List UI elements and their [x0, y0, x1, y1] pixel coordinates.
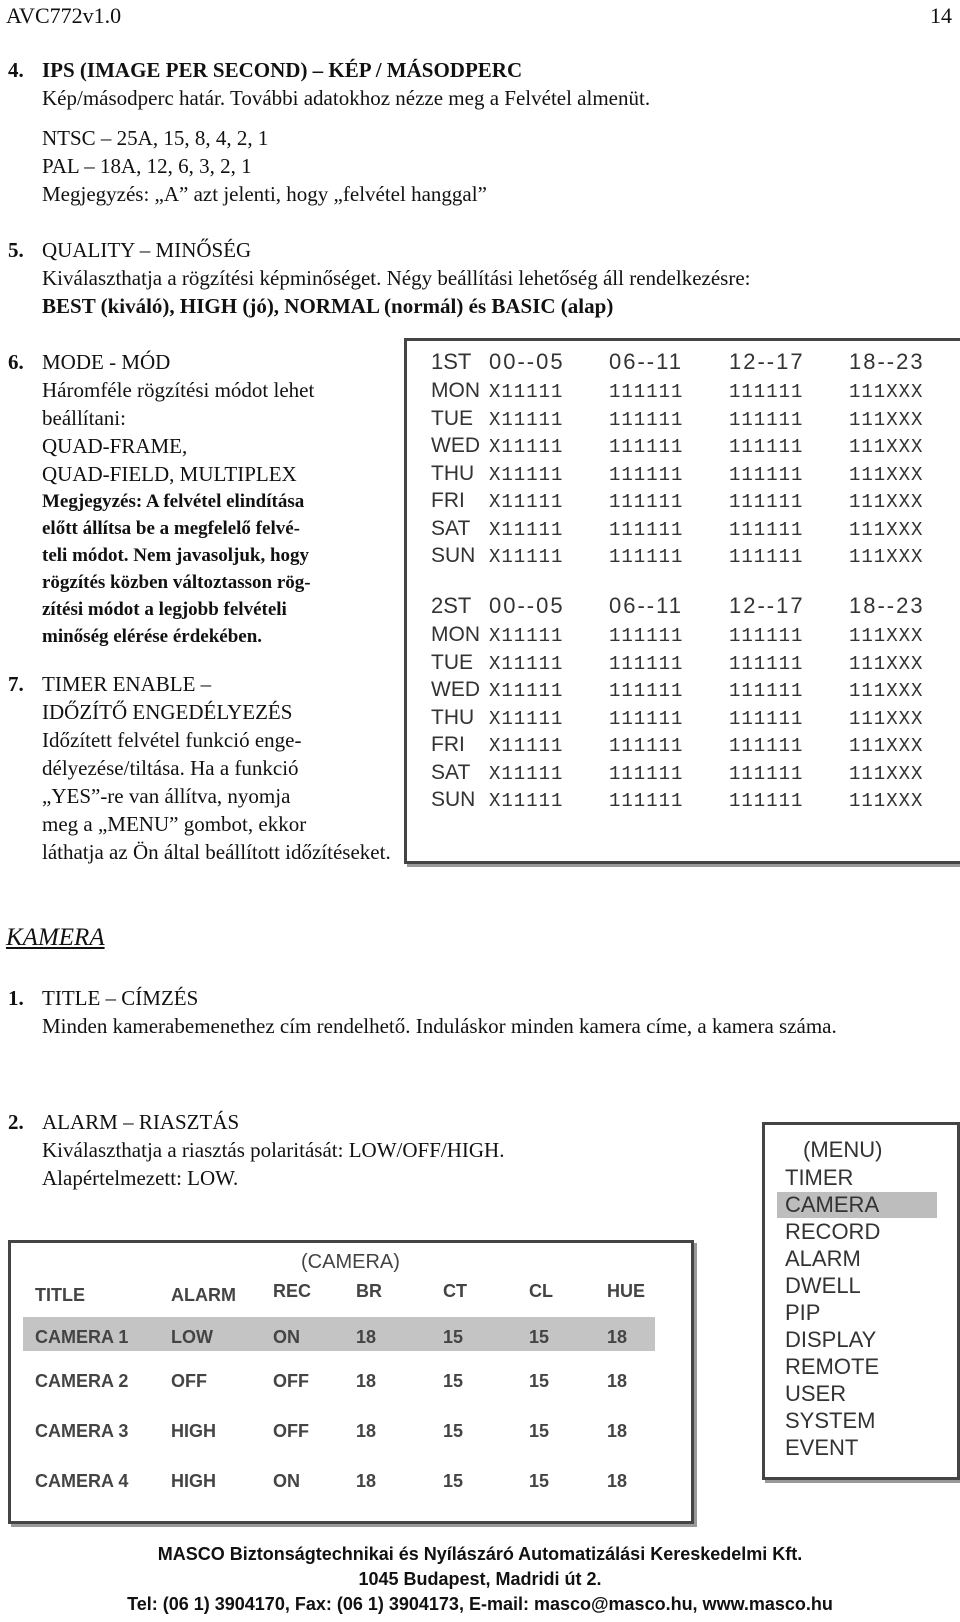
- menu-item-dwell: DWELL: [785, 1273, 861, 1298]
- menu-item-remote: REMOTE: [785, 1354, 880, 1379]
- sec7-line: Időzített felvétel funkció enge-: [42, 728, 302, 752]
- camera-table-cell: 18: [356, 1421, 377, 1441]
- timer-hour-group: 111111: [729, 491, 804, 513]
- footer-address: 1045 Budapest, Madridi út 2.: [358, 1569, 602, 1589]
- menu-item-timer: TIMER: [785, 1165, 854, 1190]
- timer-hour-group: 111111: [609, 625, 684, 647]
- timer-hour-group: 111111: [609, 463, 684, 486]
- timer-hour-group: 111111: [729, 625, 804, 647]
- timer-day-label: WED: [431, 434, 480, 457]
- camera-table-header: BR: [356, 1281, 382, 1301]
- sec5-options: BEST (kiváló), HIGH (jó), NORMAL (normál) és BASIC (alap): [42, 294, 614, 318]
- timer-day-label: TUE: [431, 406, 473, 430]
- camera-table-cell: OFF: [273, 1421, 309, 1441]
- timer-hour-group: 111111: [729, 762, 804, 785]
- camera-table-title: (CAMERA): [301, 1251, 400, 1273]
- sec7-number: 7.: [8, 672, 24, 696]
- timer-block-label: 1ST: [431, 349, 472, 374]
- timer-hour-group: 111111: [729, 408, 804, 431]
- timer-hour-range: 12--17: [729, 349, 805, 374]
- timer-hour-group: 111XXX: [849, 518, 924, 541]
- camera-table-cell: 18: [607, 1421, 628, 1441]
- timer-hour-group: 111XXX: [849, 652, 924, 675]
- timer-day-label: MON: [431, 623, 480, 646]
- timer-hour-group: X11111: [489, 625, 564, 647]
- camera-table-cell: HIGH: [171, 1421, 216, 1441]
- timer-hour-group: X11111: [489, 408, 564, 431]
- cam1-desc: Minden kamerabemenethez cím rendelhető. Induláskor minden kamera címe, a kamera száma.: [42, 1014, 837, 1038]
- camera-table-cell: 18: [607, 1327, 628, 1347]
- timer-day-row: [431, 678, 960, 702]
- sec6-line: QUAD-FIELD, MULTIPLEX: [42, 462, 297, 486]
- timer-day-row: [431, 379, 960, 403]
- camera-table-header: HUE: [607, 1281, 646, 1301]
- page-number: 14: [930, 3, 952, 28]
- timer-day-row: [431, 544, 960, 568]
- sec6-line: QUAD-FRAME,: [42, 434, 188, 458]
- timer-block-header: [431, 593, 960, 619]
- timer-day-row: [431, 788, 960, 812]
- timer-hour-group: X11111: [489, 436, 564, 458]
- sec7-line: meg a „MENU” gombot, ekkor: [42, 812, 307, 836]
- camera-table-cell: 15: [443, 1421, 464, 1441]
- camera-table-cell: 18: [356, 1327, 377, 1347]
- sec6-note-line: teli módot. Nem javasoljuk, hogy: [42, 545, 310, 566]
- sec6-line: Háromféle rögzítési módot lehet: [42, 378, 315, 402]
- camera-table-header: REC: [273, 1281, 312, 1301]
- timer-day-label: TUE: [431, 650, 473, 674]
- sec6-note-line: minőség elérése érdekében.: [42, 626, 263, 647]
- sec6-note-line: előtt állítsa be a megfelelő felvé-: [42, 518, 300, 539]
- sec4-number: 4.: [8, 58, 24, 82]
- sec7-title1: TIMER ENABLE –: [42, 672, 212, 696]
- timer-hour-group: 111111: [609, 652, 684, 675]
- camera-title-cell: CAMERA 4: [35, 1471, 129, 1491]
- timer-day-label: SAT: [431, 516, 471, 540]
- timer-day-row: [431, 761, 960, 785]
- sec7-line: „YES”-re van állítva, nyomja: [42, 784, 291, 808]
- timer-day-label: FRI: [431, 733, 465, 756]
- camera-table-cell: OFF: [171, 1371, 207, 1391]
- timer-day-row: [431, 434, 960, 458]
- timer-hour-group: X11111: [489, 790, 564, 812]
- timer-hour-group: 111XXX: [849, 680, 924, 702]
- timer-hour-group: 111111: [609, 408, 684, 431]
- timer-hour-group: 111111: [729, 652, 804, 675]
- timer-hour-group: 111111: [609, 518, 684, 541]
- timer-hour-group: 111XXX: [849, 463, 924, 486]
- camera-title-cell: CAMERA 2: [35, 1371, 129, 1391]
- camera-settings-screen: [8, 1240, 694, 1524]
- menu-item-record: RECORD: [785, 1219, 881, 1244]
- camera-table-cell: OFF: [273, 1371, 309, 1391]
- timer-day-label: THU: [431, 461, 475, 485]
- timer-hour-group: 111XXX: [849, 625, 924, 647]
- menu-item-pip: PIP: [785, 1300, 821, 1325]
- menu-item-display: DISPLAY: [785, 1327, 877, 1352]
- timer-hour-group: 111111: [609, 680, 684, 702]
- timer-hour-group: 111XXX: [849, 735, 924, 757]
- timer-day-row: [431, 489, 960, 513]
- sec4-ntsc: NTSC – 25A, 15, 8, 4, 2, 1: [42, 126, 269, 150]
- timer-hour-group: 111111: [729, 680, 804, 702]
- timer-hour-group: X11111: [489, 735, 564, 757]
- timer-hour-group: 111XXX: [849, 491, 924, 513]
- sec7-line: délyezése/tiltása. Ha a funkció: [42, 756, 299, 780]
- timer-hour-group: X11111: [489, 707, 564, 730]
- footer-contact: Tel: (06 1) 3904170, Fax: (06 1) 3904173, E-mail: masco@masco.hu, www.masco.hu: [127, 1594, 833, 1614]
- footer-company: MASCO Biztonságtechnikai és Nyílászáró Automatizálási Kereskedelmi Kft.: [157, 1544, 803, 1564]
- camera-table-cell: 15: [443, 1471, 464, 1491]
- sec6-note-line: Megjegyzés: A felvétel elindítása: [42, 491, 305, 512]
- cam2-desc1: Kiválaszthatja a riasztás polaritását: LOW/OFF/HIGH.: [42, 1138, 505, 1162]
- timer-day-row: [431, 651, 960, 675]
- sec4-title: IPS (IMAGE PER SECOND) – KÉP / MÁSODPERC: [42, 58, 523, 82]
- timer-day-label: SUN: [431, 544, 476, 567]
- timer-hour-group: 111111: [729, 790, 804, 812]
- camera-table-header: TITLE: [35, 1285, 85, 1305]
- menu-item-system: SYSTEM: [785, 1408, 876, 1433]
- timer-hour-group: 111111: [729, 707, 804, 730]
- timer-hour-group: 111111: [729, 436, 804, 458]
- timer-day-label: THU: [431, 705, 475, 729]
- timer-hour-range: 06--11: [609, 593, 683, 618]
- timer-hour-range: 18--23: [849, 349, 925, 374]
- sec7-line: láthatja az Ön által beállított időzítéseket.: [42, 840, 391, 864]
- timer-hour-group: 111111: [729, 463, 804, 486]
- camera-table-cell: 15: [443, 1327, 464, 1347]
- timer-hour-range: 12--17: [729, 593, 805, 618]
- timer-hour-range: 06--11: [609, 349, 683, 374]
- timer-day-row: [431, 517, 960, 541]
- camera-table-cell: 15: [443, 1371, 464, 1391]
- timer-hour-group: 111XXX: [849, 436, 924, 458]
- timer-day-row: [431, 706, 960, 730]
- menu-item-user: USER: [785, 1381, 847, 1406]
- timer-hour-group: X11111: [489, 463, 564, 486]
- sec6-note-line: rögzítés közben változtasson rög-: [42, 572, 311, 593]
- menu-item-event: EVENT: [785, 1435, 859, 1460]
- sec6-number: 6.: [8, 350, 24, 374]
- timer-hour-group: 111111: [729, 546, 804, 568]
- camera-table-cell: 15: [529, 1471, 550, 1491]
- timer-hour-group: X11111: [489, 518, 564, 541]
- timer-hour-group: X11111: [489, 652, 564, 675]
- camera-table-header: CL: [529, 1281, 553, 1301]
- cam2-number: 2.: [8, 1110, 24, 1134]
- menu-item-camera: CAMERA: [777, 1192, 937, 1218]
- timer-hour-group: 111111: [609, 707, 684, 730]
- timer-hour-group: X11111: [489, 546, 564, 568]
- timer-block-label: 2ST: [431, 593, 472, 618]
- sec7-body: [42, 726, 391, 866]
- timer-hour-group: 111XXX: [849, 381, 924, 403]
- sec7-title2: IDŐZÍTŐ ENGEDÉLYEZÉS: [42, 700, 293, 724]
- kamera-heading: KAMERA: [6, 924, 105, 951]
- camera-table-cell: 15: [529, 1327, 550, 1347]
- cam1-number: 1.: [8, 986, 24, 1010]
- timer-schedule-screen: [404, 338, 960, 864]
- timer-day-label: WED: [431, 678, 480, 701]
- timer-hour-group: 111111: [729, 735, 804, 757]
- doc-id: AVC772v1.0: [6, 3, 122, 28]
- timer-hour-group: 111XXX: [849, 408, 924, 431]
- sec5-number: 5.: [8, 238, 24, 262]
- camera-title-cell: CAMERA 1: [35, 1327, 129, 1347]
- camera-title-cell: CAMERA 3: [35, 1421, 129, 1441]
- camera-table-cell: ON: [273, 1471, 300, 1491]
- camera-table-header: CT: [443, 1281, 467, 1301]
- timer-hour-group: X11111: [489, 381, 564, 403]
- sec6-body: [42, 376, 372, 488]
- main-menu-screen: [762, 1122, 960, 1480]
- camera-table-cell: 18: [356, 1371, 377, 1391]
- timer-hour-group: 111111: [609, 491, 684, 513]
- camera-table-cell: 15: [529, 1371, 550, 1391]
- timer-day-label: MON: [431, 379, 480, 402]
- timer-hour-group: 111111: [609, 762, 684, 785]
- timer-day-label: SUN: [431, 788, 476, 811]
- camera-table-cell: LOW: [171, 1327, 213, 1347]
- sec6-line: beállítani:: [42, 406, 126, 430]
- timer-hour-group: X11111: [489, 491, 564, 513]
- camera-table-cell: HIGH: [171, 1471, 216, 1491]
- timer-hour-range: 00--05: [489, 349, 565, 374]
- timer-hour-group: X11111: [489, 680, 564, 702]
- timer-hour-group: 111111: [609, 436, 684, 458]
- camera-table-cell: 18: [607, 1371, 628, 1391]
- cam2-desc2: Alapértelmezett: LOW.: [42, 1166, 239, 1190]
- menu-item-alarm: ALARM: [785, 1246, 861, 1271]
- camera-table-header: ALARM: [171, 1285, 236, 1305]
- timer-hour-group: 111XXX: [849, 790, 924, 812]
- sec5-title: QUALITY – MINŐSÉG: [42, 238, 252, 262]
- sec6-title: MODE - MÓD: [42, 350, 171, 374]
- camera-table-cell: 18: [607, 1471, 628, 1491]
- sec4-pal: PAL – 18A, 12, 6, 3, 2, 1: [42, 154, 252, 178]
- timer-day-row: [431, 733, 960, 757]
- sec4-note: Megjegyzés: „A” azt jelenti, hogy „felvétel hanggal”: [42, 182, 487, 206]
- sec5-desc: Kiválaszthatja a rögzítési képminőséget. Négy beállítási lehetőség áll rendelkezésre:: [42, 266, 751, 290]
- camera-table-cell: ON: [273, 1327, 300, 1347]
- sec4-desc: Kép/másodperc határ. További adatokhoz nézze meg a Felvétel almenüt.: [42, 86, 651, 110]
- timer-hour-group: 111111: [729, 518, 804, 541]
- timer-hour-group: 111111: [729, 381, 804, 403]
- camera-table-cell: 15: [529, 1421, 550, 1441]
- timer-day-row: [431, 407, 960, 431]
- timer-hour-range: 18--23: [849, 593, 925, 618]
- timer-hour-group: 111XXX: [849, 707, 924, 730]
- timer-hour-group: X11111: [489, 762, 564, 785]
- timer-hour-range: 00--05: [489, 593, 565, 618]
- cam1-title: TITLE – CÍMZÉS: [42, 986, 199, 1010]
- camera-table-cell: 18: [356, 1471, 377, 1491]
- timer-hour-group: 111XXX: [849, 546, 924, 568]
- menu-title: (MENU): [803, 1137, 883, 1162]
- timer-hour-group: 111111: [609, 546, 684, 568]
- timer-hour-group: 111111: [609, 381, 684, 403]
- sec6-note: [42, 488, 372, 650]
- timer-day-label: SAT: [431, 760, 471, 784]
- timer-block-header: [431, 349, 960, 375]
- timer-hour-group: 111111: [609, 790, 684, 812]
- timer-day-label: FRI: [431, 489, 465, 512]
- timer-hour-group: 111111: [609, 735, 684, 757]
- sec6-note-line: zítési módot a legjobb felvételi: [42, 599, 287, 620]
- cam2-title: ALARM – RIASZTÁS: [42, 1110, 240, 1134]
- timer-day-row: [431, 623, 960, 647]
- timer-day-row: [431, 462, 960, 486]
- timer-hour-group: 111XXX: [849, 762, 924, 785]
